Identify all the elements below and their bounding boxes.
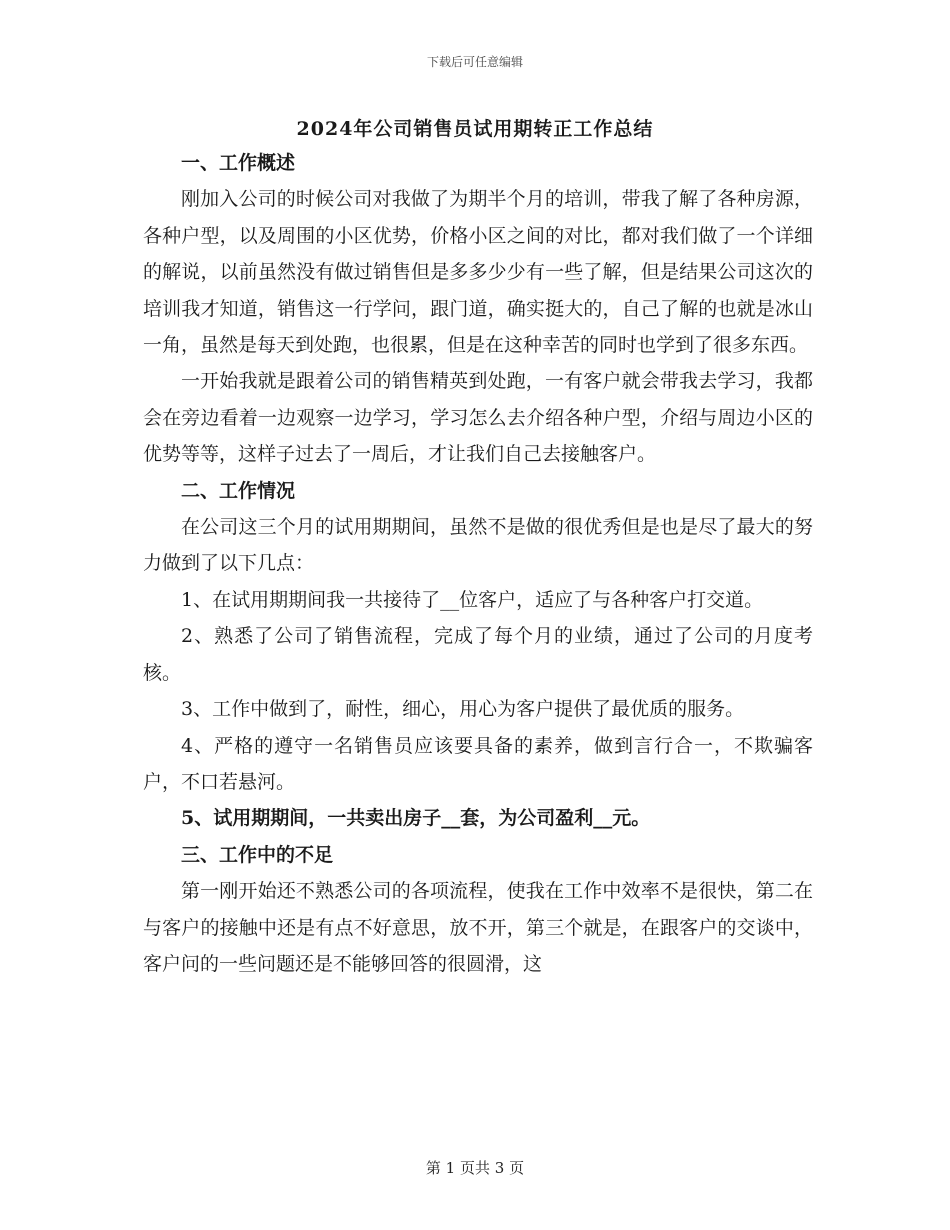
section-heading: 三、工作中的不足 [181,843,334,866]
page-footer-number: 第 1 页共 3 页 [425,1159,525,1177]
list-item: 2、熟悉了公司了销售流程，完成了每个月的业绩，通过了公司的月度考核。 [143,625,813,684]
page-header-note: 下载后可任意编辑 [426,55,523,69]
list-item: 4、严格的遵守一名销售员应该要具备的素养，做到言行合一，不欺骗客户，不口若悬河。 [143,734,813,793]
paragraph: 一开始我就是跟着公司的销售精英到处跑，一有客户就会带我去学习，我都会在旁边看着一边观察一边学习，学习怎么去介绍各种户型，介绍与周边小区的优势等等，这样子过去了一周后，才让我们自己去接触客户。 [143,370,813,466]
list-item: 1、在试用期期间我一共接待了__位客户，适应了与各种客户打交道。 [181,588,764,611]
section-heading: 一、工作概述 [181,152,296,174]
list-item-bold: 5、试用期期间，一共卖出房子__套，为公司盈利__元。 [181,807,651,830]
document-body [143,145,813,982]
paragraph: 在公司这三个月的试用期期间，虽然不是做的很优秀但是也是尽了最大的努力做到了以下几点： [143,516,813,575]
document-title: 2024年公司销售员试用期转正工作总结 [296,118,654,140]
section-heading: 二、工作情况 [181,479,296,502]
paragraph: 第一刚开始还不熟悉公司的各项流程，使我在工作中效率不是很快，第二在与客户的接触中还是有点不好意思，放不开，第三个就是，在跟客户的交谈中，客户问的一些问题还是不能够回答的很圆滑，这 [143,880,813,975]
paragraph: 刚加入公司的时候公司对我做了为期半个月的培训，带我了解了各种房源，各种户型，以及周围的小区优势，价格小区之间的对比，都对我们做了一个详细的解说，以前虽然没有做过销售但是多多少少有一些了解，但是结果公司这次的培训我才知道，销售这一行学问，跟门道，确实挺大的，自己了解的也就是冰山一角，虽然是每天到处跑，也很累，但是在这种幸苦的同时也学到了很多东西。 [143,188,813,357]
list-item: 3、工作中做到了，耐性，细心，用心为客户提供了最优质的服务。 [181,698,745,721]
